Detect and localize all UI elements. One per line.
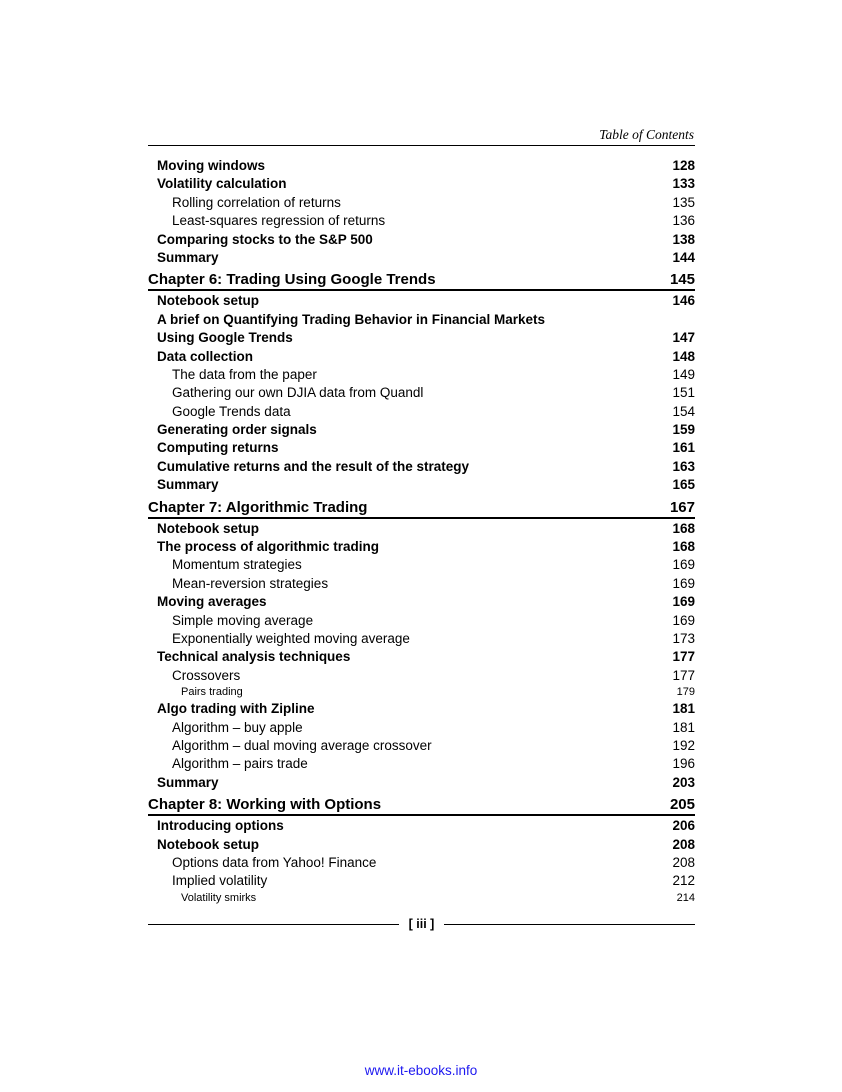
toc-entry xyxy=(148,421,695,439)
toc-entry-label: Summary xyxy=(157,477,219,493)
toc-entry-label: Volatility calculation xyxy=(157,176,287,192)
toc-entry-label: Pairs trading xyxy=(181,686,243,699)
toc-entry-label: Volatility smirks xyxy=(181,891,257,904)
toc-entry-page: 177 xyxy=(672,649,695,665)
toc-entry-page: 203 xyxy=(672,774,695,790)
toc-entry-label: Algo trading with Zipline xyxy=(157,701,315,717)
toc-entry-page: 128 xyxy=(672,158,695,173)
toc-entry xyxy=(148,231,695,249)
toc-entry-label: Summary xyxy=(157,249,219,265)
toc-entry-label: Moving averages xyxy=(157,594,267,610)
toc-entry-label: Options data from Yahoo! Finance xyxy=(172,854,377,870)
toc-entry xyxy=(148,719,695,737)
toc-entry xyxy=(148,157,695,175)
toc-entry-page: 149 xyxy=(672,366,695,382)
toc-entry-page: 206 xyxy=(672,818,695,834)
page-number-label: [ iii ] xyxy=(408,917,435,931)
toc-list xyxy=(148,157,695,906)
toc-entry-page: 165 xyxy=(672,477,695,493)
toc-entry-label: Gathering our own DJIA data from Quandl xyxy=(172,385,424,401)
toc-entry-label: Data collection xyxy=(157,348,254,364)
toc-entry-page: 169 xyxy=(672,594,695,610)
toc-entry-label: Least-squares regression of returns xyxy=(172,213,386,229)
toc-entry-page: 135 xyxy=(672,194,695,210)
toc-entry-label: Technical analysis techniques xyxy=(157,649,351,665)
toc-entry-page: 208 xyxy=(672,836,695,852)
toc-entry xyxy=(148,439,695,457)
toc-entry-page: 163 xyxy=(672,458,695,474)
toc-entry xyxy=(148,292,695,310)
toc-entry-page: 181 xyxy=(672,719,695,735)
toc-entry-label: Simple moving average xyxy=(172,612,314,628)
toc-entry-label: Notebook setup xyxy=(157,293,260,309)
watermark xyxy=(0,1062,842,1080)
toc-entry-page: 168 xyxy=(672,539,695,555)
toc-entry-page: 151 xyxy=(672,385,695,401)
toc-entry-label: Cumulative returns and the result of the strategy xyxy=(157,458,470,474)
toc-entry-label: The process of algorithmic trading xyxy=(157,539,380,555)
toc-entry-label: Chapter 8: Working with Options xyxy=(148,796,382,814)
toc-entry-label: Rolling correlation of returns xyxy=(172,194,341,210)
toc-entry xyxy=(148,891,695,906)
toc-entry-label: Momentum strategies xyxy=(172,557,302,573)
toc-entry xyxy=(148,329,695,347)
toc-entry-page: 145 xyxy=(669,271,695,289)
toc-entry-label: Computing returns xyxy=(157,440,279,456)
toc-entry xyxy=(148,685,695,700)
toc-entry-label: Summary xyxy=(157,774,219,790)
toc-entry-page: 173 xyxy=(672,630,695,646)
toc-entry-label: Chapter 7: Algorithmic Trading xyxy=(148,498,368,516)
toc-entry xyxy=(148,311,695,329)
toc-entry xyxy=(148,458,695,476)
toc-entry-page: 144 xyxy=(672,249,695,265)
toc-entry-page: 146 xyxy=(672,293,695,309)
toc-entry xyxy=(148,348,695,366)
footer-rule-right xyxy=(444,924,695,925)
toc-entry-label: Algorithm – buy apple xyxy=(172,719,303,735)
toc-entry-label: Crossovers xyxy=(172,667,241,683)
toc-entry xyxy=(148,556,695,574)
toc-entry xyxy=(148,403,695,421)
toc-entry-page: 196 xyxy=(672,756,695,772)
toc-entry-page: 148 xyxy=(672,348,695,364)
toc-entry xyxy=(148,792,695,816)
toc-entry xyxy=(148,593,695,611)
toc-entry xyxy=(148,737,695,755)
toc-entry xyxy=(148,612,695,630)
toc-entry xyxy=(148,476,695,494)
toc-entry-label: Introducing options xyxy=(157,818,284,834)
toc-entry xyxy=(148,755,695,773)
toc-entry-label: Algorithm – dual moving average crossover xyxy=(172,737,432,753)
toc-entry xyxy=(148,667,695,685)
toc-entry-label: Notebook setup xyxy=(157,836,260,852)
toc-entry-page: 212 xyxy=(672,873,695,889)
header-rule xyxy=(148,145,695,146)
toc-entry-label: The data from the paper xyxy=(172,366,317,382)
toc-entry-label: Using Google Trends xyxy=(157,330,293,346)
toc-entry-label: Algorithm – pairs trade xyxy=(172,756,308,772)
toc-entry xyxy=(148,495,695,519)
toc-entry xyxy=(148,267,695,291)
toc-entry-page: 208 xyxy=(672,854,695,870)
toc-entry-label: Mean-reversion strategies xyxy=(172,575,329,591)
toc-entry-label: A brief on Quantifying Trading Behavior in Financial Markets xyxy=(157,311,546,327)
page-header-title: Table of Contents xyxy=(599,127,694,142)
toc-entry xyxy=(148,630,695,648)
toc-entry xyxy=(148,249,695,267)
toc-entry xyxy=(148,700,695,718)
toc-entry-page: 169 xyxy=(672,557,695,573)
toc-entry-page: 136 xyxy=(672,213,695,229)
toc-entry xyxy=(148,538,695,556)
toc-entry-label: Notebook setup xyxy=(157,520,260,536)
page-footer xyxy=(148,916,695,932)
toc-entry xyxy=(148,817,695,835)
toc-entry-label: Implied volatility xyxy=(172,873,268,889)
toc-entry-page: 205 xyxy=(669,796,695,814)
toc-entry-page: 154 xyxy=(672,403,695,419)
running-header xyxy=(148,127,695,146)
toc-entry xyxy=(148,836,695,854)
toc-entry xyxy=(148,366,695,384)
toc-entry-label: Google Trends data xyxy=(172,403,291,419)
toc-entry-page: 169 xyxy=(672,612,695,628)
toc-entry xyxy=(148,520,695,538)
toc-entry-page: 181 xyxy=(672,701,695,717)
toc-entry-page: 147 xyxy=(672,330,695,346)
toc-entry-label: Chapter 6: Trading Using Google Trends xyxy=(148,271,436,289)
toc-entry-page: 169 xyxy=(672,575,695,591)
toc-entry xyxy=(148,175,695,193)
toc-entry-label: Exponentially weighted moving average xyxy=(172,630,410,646)
toc-entry xyxy=(148,194,695,212)
toc-entry xyxy=(148,872,695,890)
toc-entry xyxy=(148,575,695,593)
toc-entry-label: Comparing stocks to the S&P 500 xyxy=(157,231,373,247)
toc-entry-label: Moving windows xyxy=(157,158,265,173)
toc-entry-page: 159 xyxy=(672,422,695,438)
toc-entry-page: 133 xyxy=(672,176,695,192)
toc-entry-page: 161 xyxy=(672,440,695,456)
toc-entry-page: 167 xyxy=(669,498,695,516)
toc-entry-page: 177 xyxy=(672,667,695,683)
toc-entry xyxy=(148,384,695,402)
toc-entry-page: 168 xyxy=(672,520,695,536)
toc-entry-page: 138 xyxy=(672,231,695,247)
toc-entry xyxy=(148,854,695,872)
toc-entry xyxy=(148,774,695,792)
toc-entry-label: Generating order signals xyxy=(157,422,317,438)
toc-entry-page: 214 xyxy=(676,891,695,904)
toc-entry-page: 179 xyxy=(676,686,695,699)
toc-entry xyxy=(148,212,695,230)
footer-rule-left xyxy=(148,924,399,925)
toc-entry-page: 192 xyxy=(672,737,695,753)
toc-entry xyxy=(148,648,695,666)
watermark-link[interactable]: www.it-ebooks.info xyxy=(364,1063,478,1078)
